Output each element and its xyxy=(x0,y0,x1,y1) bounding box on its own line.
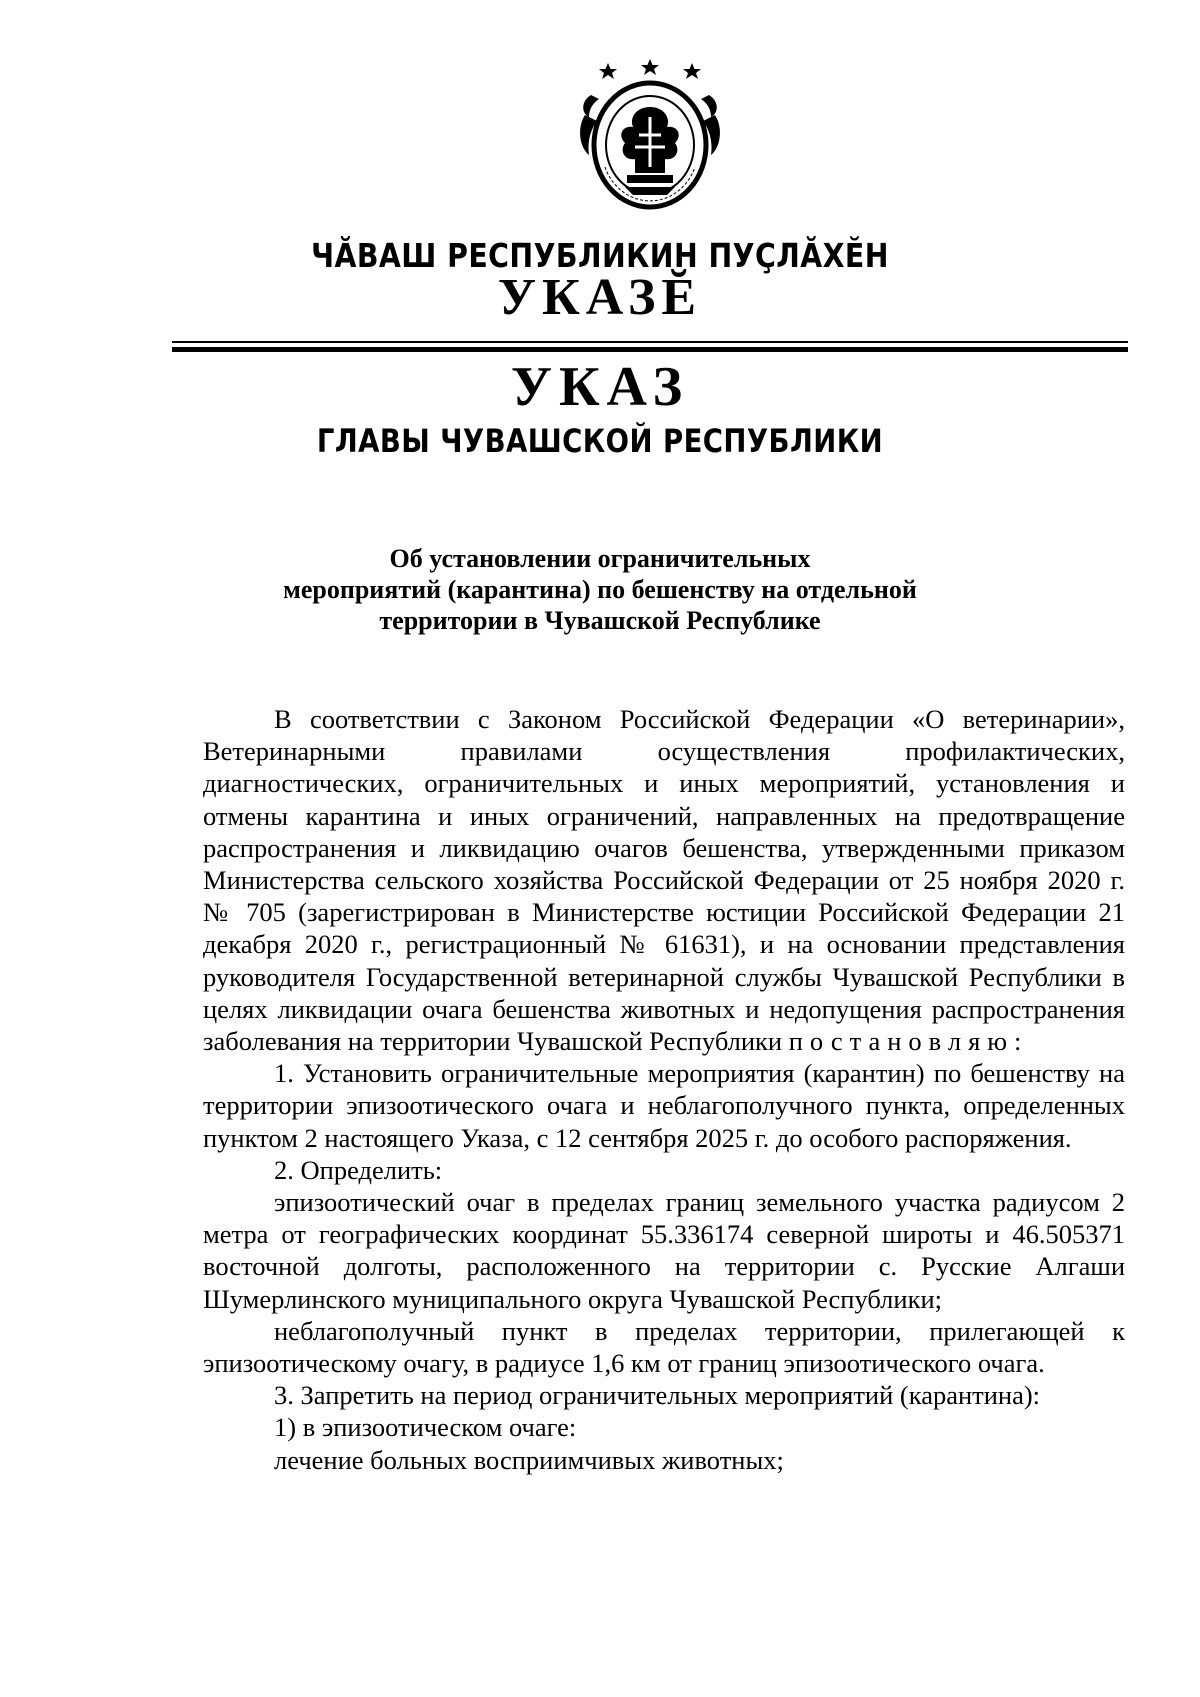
issuer-title: ГЛАВЫ ЧУВАШСКОЙ РЕСПУБЛИКИ xyxy=(316,422,884,460)
clause-3-sub-1: 1) в эпизоотическом очаге: xyxy=(274,1412,577,1443)
preamble-text: В соответствии с Законом Российской Федерации «О ветеринарии», Ветеринарными правилами осуществления профилактических, диагностических, ограничительных и иных мероприятий, установления и отмены карантина и иных ограничений, направленных на предотвращение распространения и ликвидацию очагов бешенства, утвержденными приказом Министерства сельского хозяйства Российской Федерации от 25 ноября 2020 г. № 705 (зарегистрирован в Министерстве юстиции Российской Федерации 21 декабря 2020 г., регистрационный № 61631), и на основании представления руководителя Государственной ветеринарной службы Чувашской Республики в целях ликвидации очага бешенства животных и недопущения распространения заболевания на территории Чувашской Республики xyxy=(203,704,1125,1057)
decree-title-line: мероприятий (карантина) по бешенству на отдельной xyxy=(283,575,917,604)
coat-of-arms-icon xyxy=(575,55,725,220)
decree-word: УКАЗ xyxy=(510,356,690,418)
chuvash-decree-word: УКАЗĔ xyxy=(497,269,703,326)
decree-title xyxy=(0,543,1200,636)
clause-2: 2. Определить: xyxy=(274,1154,443,1185)
chuvash-title: ЧӐВАШ РЕСПУБЛИКИН ПУҪЛӐХĔН xyxy=(311,236,889,275)
preamble-paragraph xyxy=(203,703,1125,1057)
clause-3: 3. Запретить на период ограничительных мероприятий (карантина): xyxy=(274,1380,1041,1411)
clause-2-point: неблагополучный пункт в пределах территории, прилегающей к эпизоотическому очагу, в радиусе 1,6 км от границ эпизоотического очага. xyxy=(203,1315,1125,1379)
clause-2-focus: эпизоотический очаг в пределах границ земельного участка радиусом 2 метра от географических координат 55.336174 северной широты и 46.505371 восточной долготы, расположенного на территории с. Русские Алгаши Шумерлинского муниципального округа Чувашской Республики; xyxy=(203,1187,1125,1314)
decree-verb: постановляю: xyxy=(788,1026,1029,1057)
header-divider-thick xyxy=(172,347,1128,352)
clause-1: 1. Установить ограничительные мероприятия (карантин) по бешенству на территории эпизоотического очага и неблагополучного пункта, определенных пунктом 2 настоящего Указа, с 12 сентября 2025 г. до особого распоряжения. xyxy=(203,1058,1125,1153)
decree-title-line: Об установлении ограничительных xyxy=(389,544,811,573)
clause-3-item: лечение больных восприимчивых животных; xyxy=(274,1444,784,1475)
decree-title-line: территории в Чувашской Республике xyxy=(379,606,821,635)
decree-body xyxy=(203,703,1125,1476)
header-divider-thin xyxy=(172,341,1128,343)
